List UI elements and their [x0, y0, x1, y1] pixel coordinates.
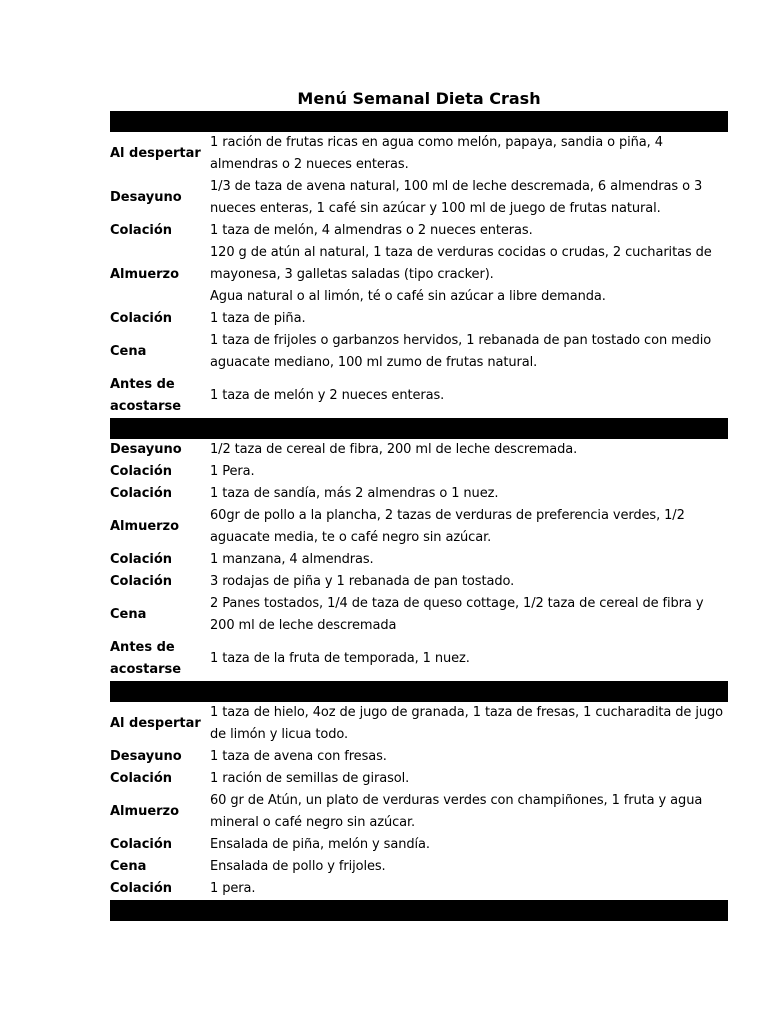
meal-description: [210, 308, 728, 330]
menu-row: [110, 878, 728, 900]
menu-row: [110, 505, 728, 549]
meal-description-line: 1 taza de melón y 2 nueces enteras.: [210, 388, 445, 403]
meal-name: Colación: [110, 311, 173, 326]
meal-name: Colación: [110, 574, 173, 589]
section-divider-bar: [110, 418, 728, 439]
meal-name: Almuerzo: [110, 519, 180, 534]
meal-description-line: 1/2 taza de cereal de fibra, 200 ml de leche descremada.: [210, 442, 578, 457]
meal-description-line: 60 gr de Atún, un plato de verduras verdes con champiñones, 1 fruta y agua: [210, 793, 703, 808]
menu-row: [110, 790, 728, 834]
meal-description: [210, 702, 728, 746]
menu-row: [110, 308, 728, 330]
meal-description: [210, 505, 728, 549]
menu-row: [110, 374, 728, 418]
meal-description: [210, 746, 728, 768]
menu-row: [110, 242, 728, 308]
menu-table: [110, 111, 728, 921]
meal-description-line: 1 taza de frijoles o garbanzos hervidos, 1 rebanada de pan tostado con medio: [210, 333, 712, 348]
menu-row: [110, 834, 728, 856]
meal-description-line: 1 Pera.: [210, 464, 255, 479]
meal-name: Almuerzo: [110, 267, 180, 282]
meal-description: [210, 648, 728, 670]
menu-row: [110, 593, 728, 637]
meal-name: Colación: [110, 552, 173, 567]
meal-name: Cena: [110, 859, 147, 874]
meal-name: Desayuno: [110, 190, 182, 205]
meal-description: [210, 220, 728, 242]
menu-section: [110, 132, 728, 418]
meal-description: [210, 242, 728, 308]
meal-description-line: 1 taza de piña.: [210, 311, 306, 326]
menu-row: [110, 176, 728, 220]
meal-description-line: Ensalada de piña, melón y sandía.: [210, 837, 430, 852]
section-divider-bar: [110, 900, 728, 921]
meal-description: [210, 878, 728, 900]
meal-description-line: 1 ración de semillas de girasol.: [210, 771, 410, 786]
menu-row: [110, 856, 728, 878]
meal-name: Cena: [110, 607, 147, 622]
meal-description: [210, 132, 728, 176]
meal-name: Antes de acostarse: [110, 377, 182, 414]
meal-description-line: 2 Panes tostados, 1/4 de taza de queso cottage, 1/2 taza de cereal de fibra y: [210, 596, 704, 611]
meal-name: Colación: [110, 837, 173, 852]
menu-row: [110, 439, 728, 461]
meal-name: Antes de acostarse: [110, 640, 182, 677]
meal-description: [210, 593, 728, 637]
meal-name: Colación: [110, 486, 173, 501]
menu-row: [110, 637, 728, 681]
meal-description-line: Ensalada de pollo y frijoles.: [210, 859, 386, 874]
section-divider-bar: [110, 111, 728, 132]
meal-name: Desayuno: [110, 749, 182, 764]
menu-section: [110, 702, 728, 900]
menu-row: [110, 461, 728, 483]
menu-row: [110, 571, 728, 593]
menu-row: [110, 330, 728, 374]
page-title: Menú Semanal Dieta Crash: [297, 89, 541, 108]
meal-description-line: mineral o café negro sin azúcar.: [210, 815, 416, 830]
meal-description: [210, 834, 728, 856]
meal-description-line: 60gr de pollo a la plancha, 2 tazas de verduras de preferencia verdes, 1/2: [210, 508, 685, 523]
meal-description: [210, 439, 728, 461]
menu-row: [110, 702, 728, 746]
meal-name: Almuerzo: [110, 804, 180, 819]
section-divider-bar: [110, 681, 728, 702]
meal-description-line: 1 taza de la fruta de temporada, 1 nuez.: [210, 651, 470, 666]
meal-name: Colación: [110, 881, 173, 896]
meal-name: Al despertar: [110, 146, 201, 161]
meal-description-line: Agua natural o al limón, té o café sin azúcar a libre demanda.: [210, 289, 606, 304]
meal-description-line: 3 rodajas de piña y 1 rebanada de pan tostado.: [210, 574, 515, 589]
meal-description-line: mayonesa, 3 galletas saladas (tipo cracker).: [210, 267, 494, 282]
meal-name: Cena: [110, 344, 147, 359]
meal-description-line: 1 taza de sandía, más 2 almendras o 1 nuez.: [210, 486, 499, 501]
meal-description: [210, 483, 728, 505]
meal-description-line: almendras o 2 nueces enteras.: [210, 157, 409, 172]
meal-description: [210, 549, 728, 571]
menu-row: [110, 549, 728, 571]
meal-description-line: nueces enteras, 1 café sin azúcar y 100 ml de juego de frutas natural.: [210, 201, 661, 216]
meal-description: [210, 330, 728, 374]
menu-row: [110, 220, 728, 242]
meal-name: Al despertar: [110, 716, 201, 731]
meal-description-line: 1 taza de hielo, 4oz de jugo de granada, 1 taza de fresas, 1 cucharadita de jugo: [210, 705, 723, 720]
meal-description: [210, 571, 728, 593]
meal-name: Colación: [110, 223, 173, 238]
meal-description: [210, 856, 728, 878]
meal-description-line: aguacate media, te o café negro sin azúcar.: [210, 530, 492, 545]
meal-description-line: 1 taza de melón, 4 almendras o 2 nueces enteras.: [210, 223, 533, 238]
menu-row: [110, 746, 728, 768]
menu-row: [110, 132, 728, 176]
meal-name: Desayuno: [110, 442, 182, 457]
meal-description: [210, 768, 728, 790]
meal-description: [210, 385, 728, 407]
meal-description-line: 120 g de atún al natural, 1 taza de verduras cocidas o crudas, 2 cucharitas de: [210, 245, 712, 260]
meal-description-line: 1 ración de frutas ricas en agua como melón, papaya, sandia o piña, 4: [210, 135, 663, 150]
meal-name: Colación: [110, 464, 173, 479]
meal-description: [210, 461, 728, 483]
meal-name: Colación: [110, 771, 173, 786]
meal-description-line: 1/3 de taza de avena natural, 100 ml de leche descremada, 6 almendras o 3: [210, 179, 703, 194]
menu-row: [110, 768, 728, 790]
meal-description-line: aguacate mediano, 100 ml zumo de frutas natural.: [210, 355, 538, 370]
meal-description-line: de limón y licua todo.: [210, 727, 349, 742]
meal-description-line: 1 taza de avena con fresas.: [210, 749, 387, 764]
meal-description-line: 1 pera.: [210, 881, 256, 896]
meal-description: [210, 790, 728, 834]
meal-description-line: 200 ml de leche descremada: [210, 618, 397, 633]
menu-section: [110, 439, 728, 681]
meal-description-line: 1 manzana, 4 almendras.: [210, 552, 374, 567]
meal-description: [210, 176, 728, 220]
menu-row: [110, 483, 728, 505]
